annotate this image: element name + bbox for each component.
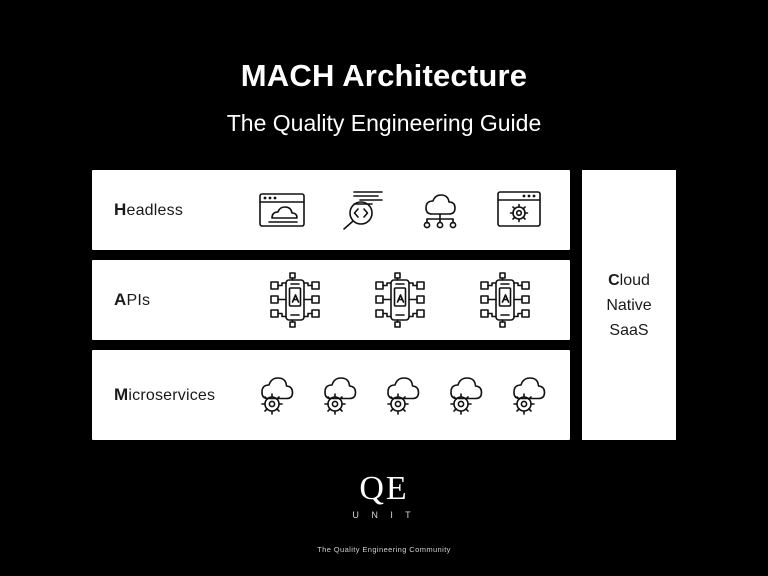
api-chip-icon [475, 271, 535, 329]
footer-logo [0, 470, 768, 554]
row-label-apis [92, 290, 242, 310]
cloud-gear-icon [439, 372, 487, 418]
logo-wordmark: U N I T [352, 510, 416, 520]
row-label-microservices [92, 385, 242, 405]
panel-cloud-native-saas [582, 170, 676, 440]
logo-tagline: The Quality Engineering Community [317, 545, 451, 554]
mach-rows [92, 170, 570, 440]
row-icons-headless [242, 188, 570, 232]
row-headless [92, 170, 570, 250]
magnifier-code-icon [334, 188, 388, 232]
cloud-network-icon [413, 188, 467, 232]
panel-cloud-native-saas-text [606, 268, 651, 343]
logo-mark: QE [359, 470, 409, 507]
row-rest-microservices: icroservices [128, 387, 216, 404]
panel-line-1-rest: loud [619, 271, 650, 289]
api-chip-icon [265, 271, 325, 329]
page-subtitle: The Quality Engineering Guide [226, 110, 542, 136]
row-icons-apis [242, 271, 570, 329]
row-rest-apis: PIs [126, 292, 151, 309]
panel-line-3: SaaS [609, 321, 649, 339]
row-icons-microservices [242, 372, 570, 418]
row-initial-microservices: M [114, 385, 129, 404]
browser-cloud-icon [255, 188, 309, 232]
mach-diagram [92, 170, 676, 440]
api-chip-icon [370, 271, 430, 329]
cloud-gear-icon [313, 372, 361, 418]
page-title: MACH Architecture [240, 58, 528, 93]
row-microservices [92, 350, 570, 440]
panel-initial-c: C [608, 271, 620, 289]
row-initial-apis: A [114, 290, 127, 309]
cloud-gear-icon [502, 372, 550, 418]
row-rest-headless: eadless [126, 202, 184, 219]
browser-gear-icon [492, 188, 546, 232]
row-apis [92, 260, 570, 340]
row-label-headless [92, 200, 242, 220]
row-initial-headless: H [114, 200, 127, 219]
cloud-gear-icon [250, 372, 298, 418]
panel-line-2: Native [606, 296, 652, 314]
panel-line-1 [606, 268, 651, 293]
cloud-gear-icon [376, 372, 424, 418]
